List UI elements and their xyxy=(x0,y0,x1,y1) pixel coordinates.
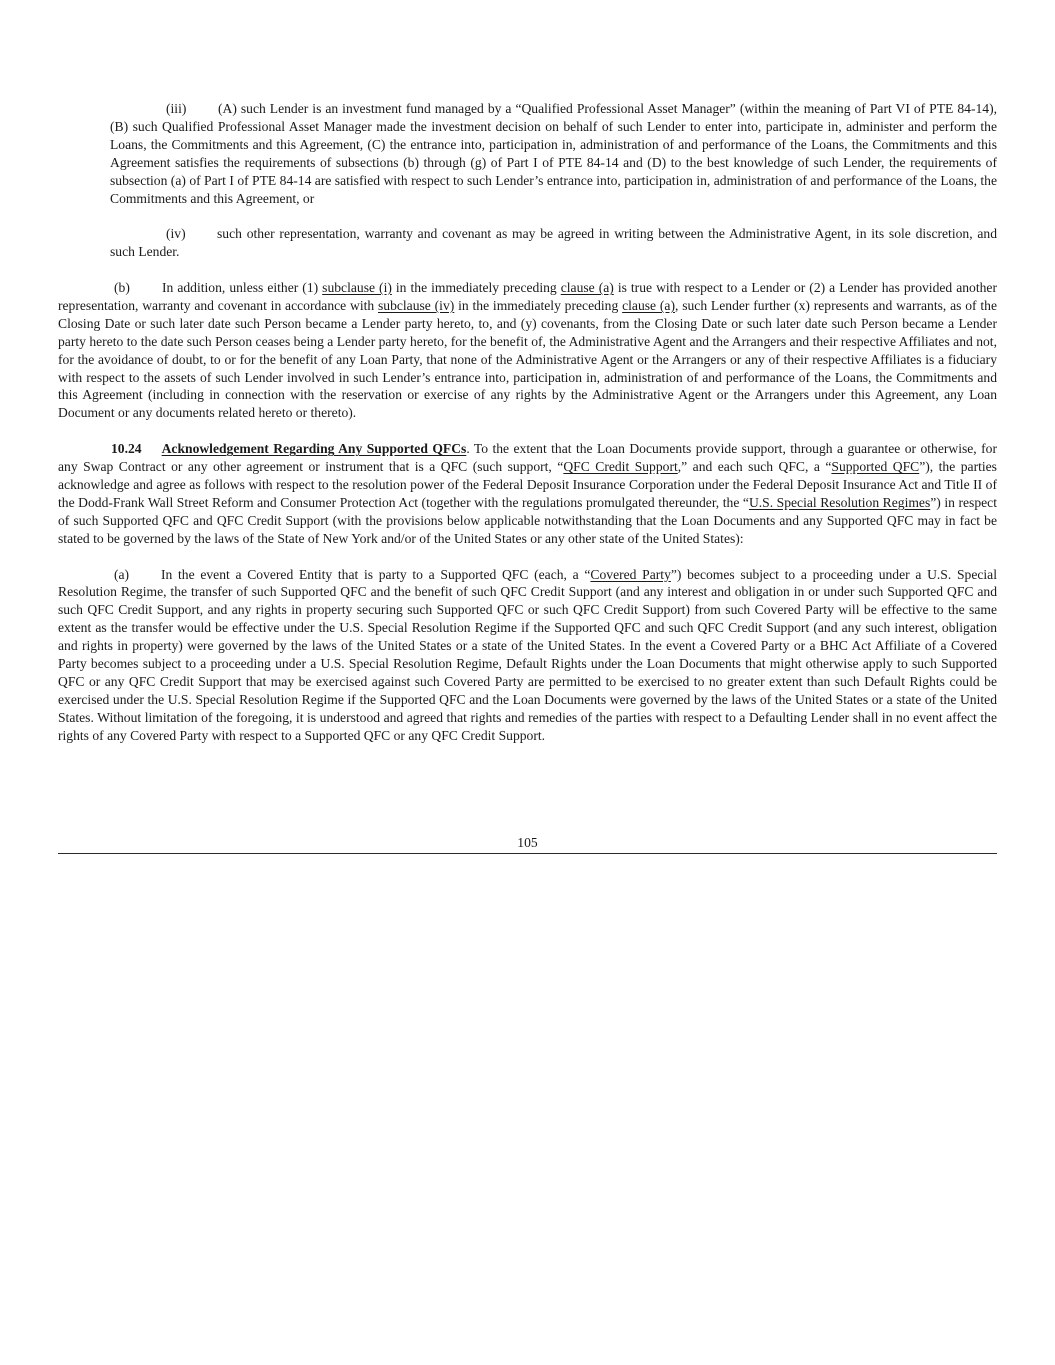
footer-divider xyxy=(58,853,997,854)
document-page xyxy=(58,100,997,762)
defined-term: QFC Credit Support xyxy=(563,459,678,475)
clause-label-b: (b) xyxy=(114,280,130,296)
cross-reference: clause (a) xyxy=(560,280,614,296)
clause-label-a: (a) xyxy=(114,566,130,582)
clause-label-iv: (iv) xyxy=(166,226,186,242)
paragraph-clause-iv xyxy=(110,225,997,261)
section-number: 10.24 xyxy=(111,441,142,457)
cross-reference: clause (a) xyxy=(622,297,675,313)
section-heading: Acknowledgement Regarding Any Supported QFCs xyxy=(161,441,467,457)
paragraph-clause-b: (b) In addition, unless either (1) subclause (i) in the immediately preceding clause (a) is true with respect to a Lender or (2) a Lender has provided another representation, warranty and covenant in accordance with subclause (iv) in the immediately preceding clause (a), such Lender further (x) represents and warrants, as of the Closing Date or such later date such Person became a Lender party hereto, to, and (y) covenants, from the Closing Date or such later date such Person became a Lender party hereto to the date such Person ceases being a Lender party hereto, for the benefit of, the Administrative Agent and the Arrangers and their respective Affiliates and not, for the avoidance of doubt, to or for the benefit of any Loan Party, that none of the Administrative Agent or the Arrangers or any of their respective Affiliates is a fiduciary with respect to the assets of such Lender involved in such Lender’s entrance into, participation in, administration of and performance of the Loans, the Commitments and this Agreement (including in connection with the reservation or exercise of any rights by the Administrative Agent or the Arrangers under this Agreement, any Loan Document or any documents related hereto or thereto). xyxy=(58,280,997,421)
clause-text-iii: (A) such Lender is an investment fund managed by a “Qualified Professional Asset Manager” (within the meaning of Part VI of PTE 84-14), (B) such Qualified Professional Asset Manager made the investment decision on behalf of such Lender to enter into, participate in, administer and perform the Loans, the Commitments and this Agreement, (C) the entrance into, participation in, administration of and performance of the Loans, the Commitments and this Agreement satisfies the requirements of subsections (b) through (g) of Part I of PTE 84-14 and (D) to the best knowledge of such Lender, the requirements of subsection (a) of Part I of PTE 84-14 are satisfied with respect to such Lender’s entrance into, participation in, administration of and performance of the Loans, the Commitments and this Agreement, or xyxy=(110,101,997,206)
section-10-24: 10.24 Acknowledgement Regarding Any Supported QFCs. To the extent that the Loan Documents provide support, through a guarantee or otherwise, for any Swap Contract or any other agreement or instrument that is a QFC (such support, “QFC Credit Support,” and each such QFC, a “Supported QFC”), the parties acknowledge and agree as follows with respect to the resolution power of the Federal Deposit Insurance Corporation under the Federal Deposit Insurance Act and Title II of the Dodd-Frank Wall Street Reform and Consumer Protection Act (together with the regulations promulgated thereunder, the “U.S. Special Resolution Regimes”) in respect of such Supported QFC and QFC Credit Support (with the provisions below applicable notwithstanding that the Loan Documents and any Supported QFC may in fact be stated to be governed by the laws of the State of New York and/or of the United States or any other state of the United States): xyxy=(58,441,997,546)
defined-term: U.S. Special Resolution Regimes xyxy=(748,494,931,510)
defined-term: Covered Party xyxy=(590,566,671,582)
defined-term: Supported QFC xyxy=(831,459,920,475)
cross-reference: subclause (i) xyxy=(322,280,392,296)
paragraph-clause-a: (a) In the event a Covered Entity that is party to a Supported QFC (each, a “Covered Party”) becomes subject to a proceeding under a U.S. Special Resolution Regime, the transfer of such Supported QFC and the benefit of such QFC Credit Support (and any interest and obligation in or under such Supported QFC and such QFC Credit Support, and any rights in property securing such Supported QFC or such QFC Credit Support) from such Covered Party will be effective to the same extent as the transfer would be effective under the U.S. Special Resolution Regime if the Supported QFC and such QFC Credit Support (and any such interest, obligation and rights in property) were governed by the laws of the United States or a state of the United States. In the event a Covered Party or a BHC Act Affiliate of a Covered Party becomes subject to a proceeding under a U.S. Special Resolution Regime, Default Rights under the Loan Documents that might otherwise apply to such Supported QFC or any QFC Credit Support that may be exercised against such Covered Party are permitted to be exercised to no greater extent than such Default Rights could be exercised under the U.S. Special Resolution Regime if the Supported QFC and the Loan Documents were governed by the laws of the United States or a state of the United States. Without limitation of the foregoing, it is understood and agreed that rights and remedies of the parties with respect to a Defaulting Lender shall in no event affect the rights of any Covered Party with respect to a Supported QFC or any QFC Credit Support. xyxy=(58,566,997,743)
paragraph-clause-iii xyxy=(110,100,997,207)
page-number: 105 xyxy=(517,835,538,850)
clause-label-iii: (iii) xyxy=(166,101,187,116)
clause-text-iv: such other representation, warranty and covenant as may be agreed in writing between the Administrative Agent, in its sole discretion, and such Lender. xyxy=(110,226,997,260)
page-footer xyxy=(58,834,997,854)
cross-reference: subclause (iv) xyxy=(377,297,455,313)
